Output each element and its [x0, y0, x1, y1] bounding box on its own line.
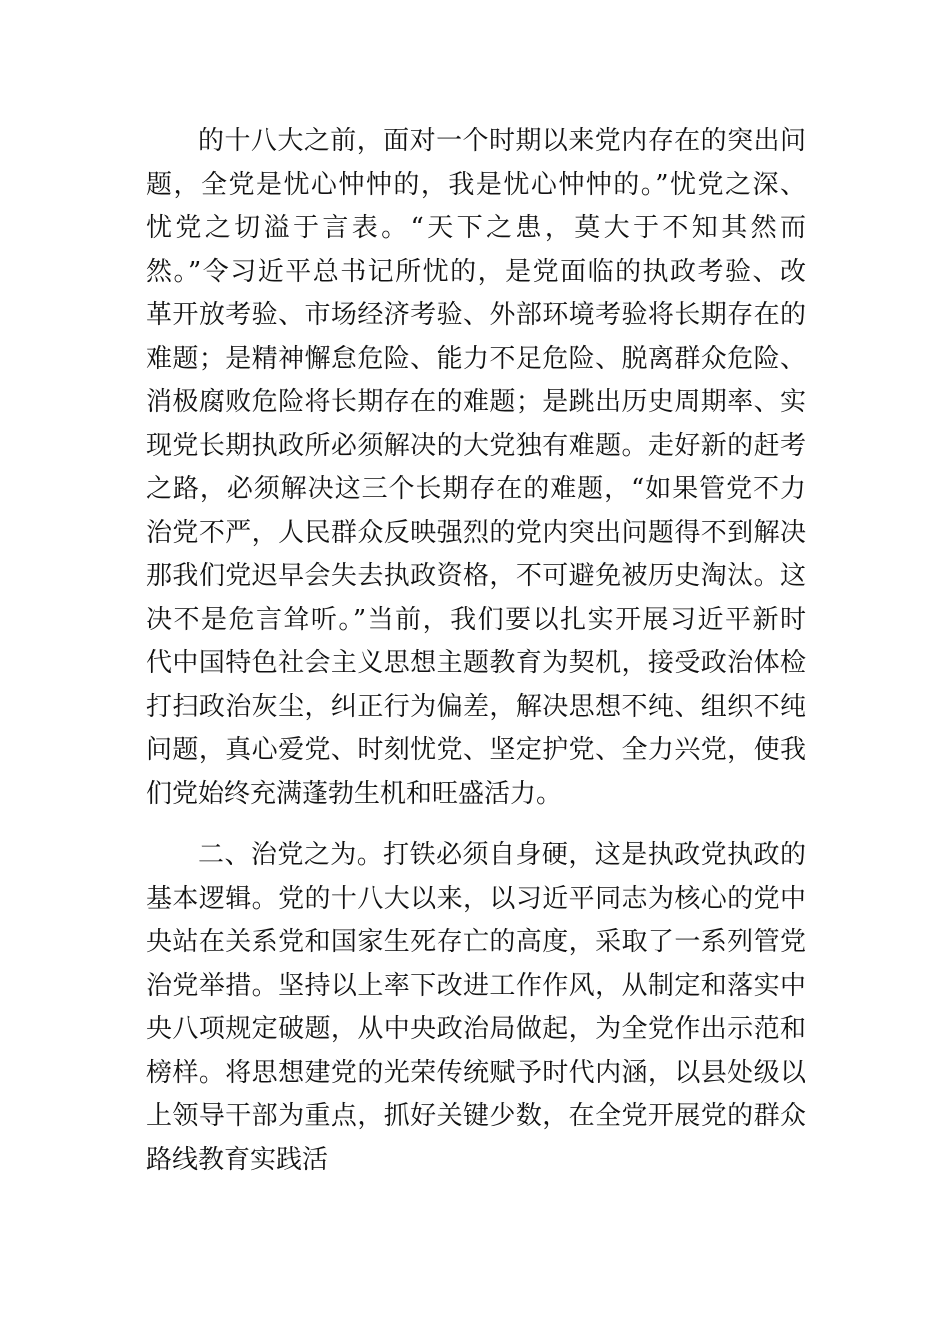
text-line: 二、治党之为。打铁必须自身硬，这是执政党执政的 — [198, 840, 806, 870]
text-line: 治党不严，人民群众反映强烈的党内突出问题得不到解决 — [146, 517, 806, 548]
text-line: 代中国特色社会主义思想主题教育为契机，接受政治体检 — [146, 648, 806, 678]
text-line: 那我们党迟早会失去执政资格，不可避免被历史淘汰。这 — [146, 561, 806, 591]
text-line: 央八项规定破题，从中央政治局做起，为全党作出示范和 — [146, 1014, 806, 1044]
text-line: 然。”令习近平总书记所忧的，是党面临的执政考验、改 — [146, 256, 806, 287]
text-line: 上领导干部为重点，抓好关键少数，在全党开展党的群众 — [146, 1101, 806, 1131]
text-line: 消极腐败危险将长期存在的难题；是跳出历史周期率、实 — [146, 387, 806, 417]
text-line: 忧党之切溢于言表。“天下之患，莫大于不知其然而 — [146, 213, 806, 243]
text-line: 之路，必须解决这三个长期存在的难题，“如果管党不力 — [146, 474, 806, 504]
text-line: 路线教育实践活 — [146, 1144, 329, 1175]
text-line: 决不是危言耸听。”当前，我们要以扎实开展习近平新时 — [146, 604, 806, 635]
paragraph-1 — [146, 120, 806, 816]
text-line: 们党始终充满蓬勃生机和旺盛活力。 — [146, 778, 563, 809]
text-line: 问题，真心爱党、时刻忧党、坚定护党、全力兴党，使我 — [146, 735, 806, 765]
text-line: 打扫政治灰尘，纠正行为偏差，解决思想不纯、组织不纯 — [146, 691, 806, 722]
text-line: 革开放考验、市场经济考验、外部环境考验将长期存在的 — [146, 300, 806, 330]
text-line: 题，全党是忧心忡忡的，我是忧心忡忡的。”忧党之深、 — [146, 169, 806, 200]
text-line: 现党长期执政所必须解决的大党独有难题。走好新的赶考 — [146, 430, 806, 461]
text-line: 的十八大之前，面对一个时期以来党内存在的突出问 — [198, 126, 806, 156]
text-line: 治党举措。坚持以上率下改进工作作风，从制定和落实中 — [146, 970, 806, 1001]
text-line: 难题；是精神懈怠危险、能力不足危险、脱离群众危险、 — [146, 343, 806, 374]
text-line: 央站在关系党和国家生死存亡的高度，采取了一系列管党 — [146, 927, 806, 957]
text-line: 榜样。将思想建党的光荣传统赋予时代内涵，以县处级以 — [146, 1057, 806, 1088]
paragraph-2 — [146, 834, 806, 1182]
text-line: 基本逻辑。党的十八大以来，以习近平同志为核心的党中 — [146, 883, 806, 914]
